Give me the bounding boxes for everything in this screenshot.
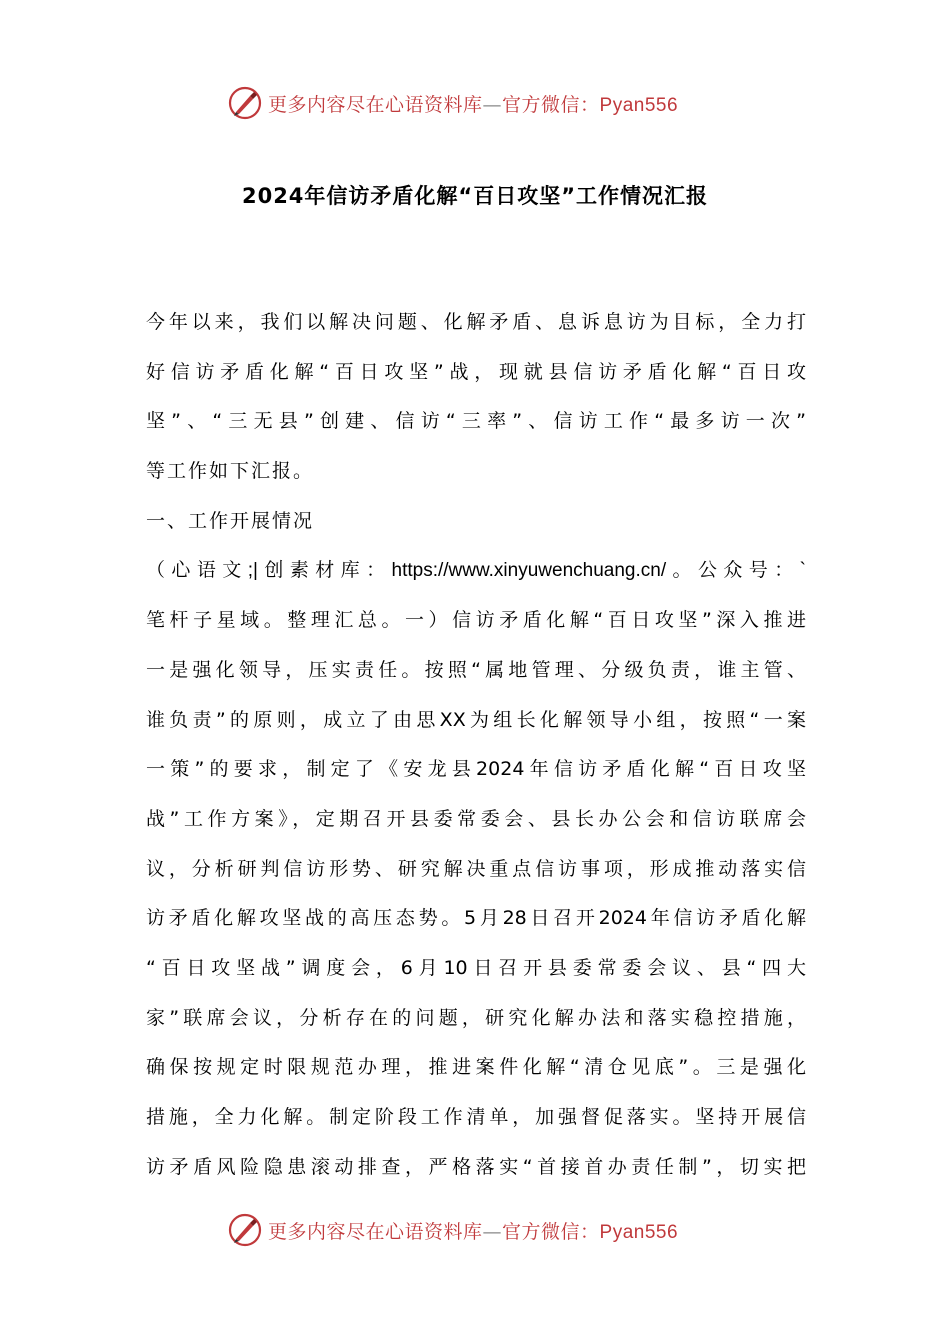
body-line: 家”联席会议，分析存在的问题，研究化解办法和落实稳控措施， — [146, 1006, 806, 1029]
body-line: 访矛盾风险隐患滚动排查，严格落实“首接首办责任制”，切实把 — [146, 1155, 806, 1178]
body-line: 战”工作方案》，定期召开县委常委会、县长办公会和信访联席会 — [146, 807, 806, 830]
banner-text: 更多内容尽在心语资料库—官方微信：Pyan556 — [268, 1220, 679, 1243]
body-line: 好信访矛盾化解“百日攻坚”战，现就县信访矛盾化解“百日攻 — [146, 360, 806, 383]
body-line: 一策”的要求，制定了《安龙县2024年信访矛盾化解“百日攻坚 — [146, 758, 806, 781]
body-line: 议，分析研判信访形势、研究解决重点信访事项，形成推动落实信 — [146, 857, 806, 880]
footer-watermark-banner — [228, 1210, 728, 1250]
body-line: 今年以来，我们以解决问题、化解矛盾、息诉息访为目标，全力打 — [146, 311, 806, 333]
body-line: 访矛盾化解攻坚战的高压态势。5月28日召开2024年信访矛盾化解 — [146, 907, 806, 930]
body-line: 一是强化领导，压实责任。按照“属地管理、分级负责，谁主管、 — [146, 658, 806, 681]
header-watermark-banner — [228, 83, 728, 123]
body-line: 措施，全力化解。制定阶段工作清单，加强督促落实。坚持开展信 — [146, 1106, 806, 1128]
body-line: （心语文;|创素材库：https://www.xinyuwenchuang.cn/。公众号：` — [146, 560, 806, 582]
body-line: 确保按规定时限规范办理，推进案件化解“清仓见底”。三是强化 — [146, 1056, 806, 1079]
body-line: 笔杆子星域。整理汇总。一）信访矛盾化解“百日攻坚”深入推进 — [146, 609, 806, 632]
body-line: 等工作如下汇报。 — [146, 460, 315, 483]
body-line: 坚”、“三无县”创建、信访“三率”、信访工作“最多访一次” — [146, 410, 806, 433]
document-title: 2024年信访矛盾化解“百日攻坚”工作情况汇报 — [241, 184, 709, 208]
pen-logo-icon — [228, 86, 262, 120]
section-heading: 一、工作开展情况 — [146, 509, 315, 532]
pen-logo-icon — [228, 1213, 262, 1247]
document-body — [146, 298, 806, 1192]
body-line: 谁负责”的原则，成立了由思XX为组长化解领导小组，按照“一案 — [146, 708, 806, 731]
banner-text: 更多内容尽在心语资料库—官方微信：Pyan556 — [268, 93, 679, 116]
body-line: “百日攻坚战”调度会，6月10日召开县委常委会议、县“四大 — [146, 956, 806, 979]
